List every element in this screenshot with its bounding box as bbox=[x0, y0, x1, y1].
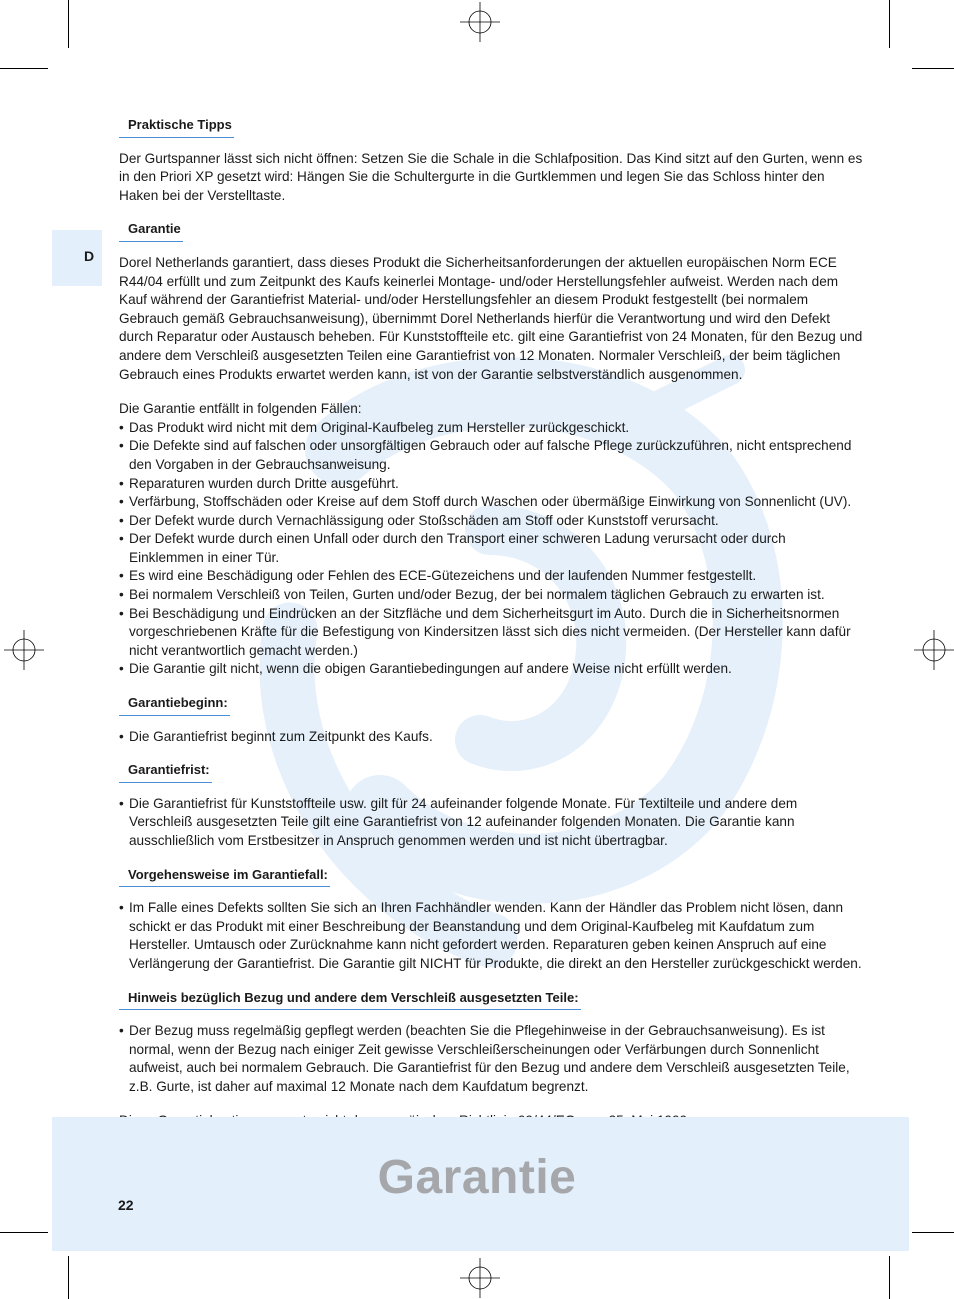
page-number: 22 bbox=[118, 1197, 134, 1213]
section-garantie bbox=[119, 220, 864, 679]
section-heading: Vorgehensweise im Garantiefall: bbox=[119, 866, 330, 888]
section-heading: Hinweis bezüglich Bezug und andere dem Verschleiß ausgesetzten Teile: bbox=[119, 989, 581, 1011]
crop-mark bbox=[889, 0, 890, 48]
section-vorgehensweise bbox=[119, 866, 864, 974]
list-item: • Reparaturen wurden durch Dritte ausgeführt. bbox=[119, 475, 864, 494]
bullet-list bbox=[119, 1022, 864, 1096]
paragraph: Dorel Netherlands garantiert, dass dieses Produkt die Sicherheitsanforderungen der aktuellen europäischen Norm ECE R44/04 erfüllt und zum Zeitpunkt des Kaufs keinerlei Montage- und/oder Herstellungsfehler aufweist. Werden nach dem Kauf während der Garantiefrist Material- und/oder Herstellungsfehler an diesem Produkt festgestellt (bei normalem Gebrauch gemäß Gebrauchsanweisung), übernimmt Dorel Netherlands hierfür die Verantwortung und wird den Defekt durch Reparatur oder Austausch beheben. Für Kunststoffteile etc. gilt eine Garantiefrist von 24 Monaten, für den Bezug und andere dem Verschleiß ausgesetzten Teilen eine Garantiefrist von 12 Monaten. Normaler Verschleiß, der beim täglichen Gebrauch eines Produkts erwartet werden kann, ist von der Garantie selbstverständlich ausgenommen. bbox=[119, 254, 863, 382]
registration-mark-icon bbox=[460, 2, 500, 42]
registration-mark-icon bbox=[914, 630, 954, 670]
bullet-list bbox=[119, 899, 864, 973]
bullet-list bbox=[119, 795, 864, 851]
section-heading: Praktische Tipps bbox=[119, 116, 234, 138]
list-item: • Die Garantiefrist für Kunststoffteile usw. gilt für 24 aufeinander folgende Monate. Für Textilteile und andere dem Verschleiß ausgesetzten Teile gilt eine Garantiefrist von 12 aufeinander folgenden Monaten. Die Garantie kann ausschließlich vom Erstbesitzer in Anspruch genommen werden und ist nicht übertragbar. bbox=[119, 795, 864, 851]
crop-mark bbox=[0, 1232, 48, 1233]
list-item: • Verfärbung, Stoffschäden oder Kreise auf dem Stoff durch Waschen oder übermäßige Einwirkung von Sonnenlicht (UV). bbox=[119, 493, 864, 512]
bullet-list bbox=[119, 419, 864, 679]
list-item: • Es wird eine Beschädigung oder Fehlen des ECE-Gütezeichens und der laufenden Nummer festgestellt. bbox=[119, 567, 864, 586]
crop-mark bbox=[0, 68, 48, 69]
list-item: • Im Falle eines Defekts sollten Sie sich an Ihren Fachhändler wenden. Kann der Händler das Problem nicht lösen, dann schickt er das Produkt mit einer Beschreibung der Beanstandung und dem Original-Kaufbeleg mit Kaufdatum zum Hersteller. Umtausch oder Zurücknahme kann nicht gefordert werden. Reparaturen geben keinen Anspruch auf eine Verlängerung der Garantiefrist. Die Garantie gilt NICHT für Produkte, die direkt an den Hersteller zurückgeschickt werden. bbox=[119, 899, 864, 973]
list-item: • Der Defekt wurde durch Vernachlässigung oder Stoßschäden am Stoff oder Kunststoff verursacht. bbox=[119, 512, 864, 531]
list-item: • Bei normalem Verschleiß von Teilen, Gurten und/oder Bezug, der bei normalem täglichen Gebrauch zu erwarten ist. bbox=[119, 586, 864, 605]
section-praktische-tipps bbox=[119, 116, 864, 205]
crop-mark bbox=[912, 1232, 954, 1233]
list-item: • Der Defekt wurde durch einen Unfall oder durch den Transport einer schweren Ladung verursacht oder durch Einklemmen in einer Tür. bbox=[119, 530, 864, 567]
list-item: • Die Defekte sind auf falschen oder unsorgfältigen Gebrauch oder auf falsche Pflege zurückzuführen, nicht entsprechend den Vorgaben in der Gebrauchsanweisung. bbox=[119, 437, 864, 474]
footer-title: Garantie bbox=[377, 1151, 577, 1204]
paragraph: Die Garantie entfällt in folgenden Fällen: bbox=[119, 401, 362, 417]
paragraph: Der Gurtspanner lässt sich nicht öffnen: Setzen Sie die Schale in die Schlafposition. Das Kind sitzt auf den Gurten, wenn es in den Priori XP gesetzt wird: Hängen Sie die Schultergurte in die Gurtklemmen und legen Sie das Schloss hinter den Haken bei der Verstelltaste. bbox=[119, 150, 863, 203]
document-body bbox=[119, 116, 864, 1130]
section-hinweis-bezug bbox=[119, 989, 864, 1097]
crop-mark bbox=[68, 0, 69, 48]
section-heading: Garantiefrist: bbox=[119, 761, 212, 783]
section-heading: Garantiebeginn: bbox=[119, 694, 230, 716]
bullet-list bbox=[119, 728, 864, 747]
list-item: • Der Bezug muss regelmäßig gepflegt werden (beachten Sie die Pflegehinweise in der Gebrauchsanweisung). Es ist normal, wenn der Bezug nach einiger Zeit gewisse Verschleißerscheinungen oder Verfärbungen durch Sonnenlicht aufweist, auch bei normalem Gebrauch. Die Garantiefrist für den Bezug und andere dem Verschleiß ausgesetzten Teile, z.B. Gurte, ist daher auf maximal 12 Monate nach dem Kaufdatum begrenzt. bbox=[119, 1022, 864, 1096]
list-item: • Die Garantie gilt nicht, wenn die obigen Garantiebedingungen auf andere Weise nicht erfüllt werden. bbox=[119, 660, 864, 679]
registration-mark-icon bbox=[4, 630, 44, 670]
crop-mark bbox=[68, 1256, 69, 1299]
section-garantiebeginn bbox=[119, 694, 864, 746]
section-heading: Garantie bbox=[119, 220, 183, 242]
section-garantiefrist bbox=[119, 761, 864, 850]
registration-mark-icon bbox=[460, 1258, 500, 1298]
list-item: • Die Garantiefrist beginnt zum Zeitpunkt des Kaufs. bbox=[119, 728, 864, 747]
list-item: • Das Produkt wird nicht mit dem Original-Kaufbeleg zum Hersteller zurückgeschickt. bbox=[119, 419, 864, 438]
crop-mark bbox=[889, 1256, 890, 1299]
list-item: • Bei Beschädigung und Eindrücken an der Sitzfläche und dem Sicherheitsgurt im Auto. Durch die in Sicherheitsnormen vorgeschriebenen Kräfte für die Befestigung von Kindersitzen lässt sich dies nicht vermeiden. (Der Hersteller kann dafür nicht verantwortlich gemacht werden.) bbox=[119, 605, 864, 661]
crop-mark bbox=[912, 68, 954, 69]
language-indicator: D bbox=[84, 248, 95, 264]
language-tab bbox=[52, 230, 102, 286]
